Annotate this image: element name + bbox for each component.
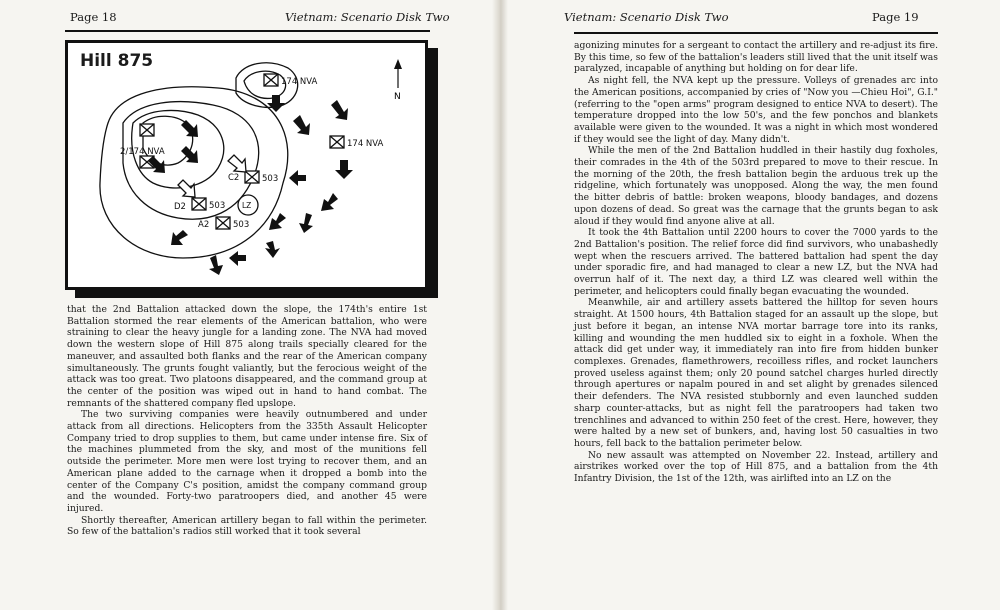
unit-label-2-174-nva: 2/174 NVA — [120, 147, 165, 157]
company-label-c2: C2 — [228, 173, 240, 183]
north-arrow — [394, 59, 402, 102]
map-title: Hill 875 — [80, 51, 154, 71]
book-gutter — [492, 0, 508, 610]
paragraph: It took the 4th Battalion until 2200 hours to cover the 7000 yards to the 2nd Battalion's position. The relief force did find survivors, who unabashedly wept when the rescuers arrived. The battered battalion had spent the day under sporadic fire, and had managed to clear a new LZ, but the NVA had overrun half of it. The next day, a third LZ was cleared well within the perimeter, and helicopters could finally began evacuating the wounded. — [574, 227, 938, 297]
unit-label-174-nva-east: 174 NVA — [347, 139, 384, 149]
running-title: Vietnam: Scenario Disk Two — [564, 10, 729, 24]
attack-arrow — [289, 170, 306, 186]
unit-label-a2-503: 503 — [233, 220, 250, 230]
unit-label-d2-503: 503 — [209, 201, 226, 211]
lz-label: LZ — [242, 201, 252, 210]
paragraph: While the men of the 2nd Battalion huddled in their hastily dug foxholes, their comrades in the 4th of the 503rd prepared to move to their rescue. In the morning of the 20th, the fresh battalion begin the arduous trek up the ridgeline, which fortunately was unopposed. Along the way, the men found the bitter debris of battle: broken weapons, bloody bandages, and dozens upon dozens of dead. So great was the carnage that the grunts began to ask aloud if they would find anyone alive at all. — [574, 145, 938, 227]
company-label-a2: A2 — [198, 220, 210, 230]
attack-arrow — [229, 251, 246, 266]
paragraph: The two surviving companies were heavily outnumbered and under attack from all directions. Helicopters from the 335th Assault Helicopter Company tried to drop supplies to them, but came under intense fire. Six of the machines plummeted from the sky, and most of the munitions fell outside the perimeter. More men were lost trying to recover them, and an American plane added to the carnage when it dropped a bomb into the center of the Company C's position, amidst the company command group and the wounded. Forty-two paratroopers died, and another 45 were injured. — [67, 409, 427, 514]
paragraph: agonizing minutes for a sergeant to contact the artillery and re-adjust its fire. By this time, so few of the battalion's leaders still lived that the unit itself was paralyzed, incapable of anything but holding on for dear life. — [574, 40, 938, 75]
left-page — [0, 0, 492, 610]
attack-arrow — [181, 146, 198, 163]
attack-arrow — [171, 230, 188, 245]
company-label-d2: D2 — [174, 202, 186, 212]
us-unit-c2 — [245, 171, 259, 183]
nva-unit-east — [330, 136, 344, 148]
paragraph: As night fell, the NVA kept up the pressure. Volleys of grenades arc into the American positions, accompanied by cries of "Now you —Chieu Hoi", G.I." (referring to the "open arms" program designed to entice NVA to desert). The temperature dropped into the low 50's, and the few ponchos and blankets available were given to the wounded. It was a night in which most wondered if they would see the light of day. Many didn't. — [574, 75, 938, 145]
attack-arrow — [269, 213, 286, 230]
attack-arrow — [181, 120, 198, 137]
left-body-text — [67, 304, 427, 538]
attack-arrow — [321, 193, 338, 211]
unit-label-174-nva-north: 174 NVA — [281, 77, 318, 87]
attack-arrow — [335, 160, 353, 179]
paragraph: Meanwhile, air and artillery assets battered the hilltop for seven hours straight. At 1500 hours, 4th Battalion staged for an assault up the slope, but just before it began, an intense NVA mortar barrage tore into its ranks, killing and wounding the men huddled six to eight in a foxhole. When the attack did get under way, it immediately ran into fire from hidden bunker complexes. Grenades, flamethrowers, recoilless rifles, and rocket launchers proved useless against them; only 20 pound satchel charges hurled directly through apertures or napalm poured in and set alight by grenades silenced their defenders. The NVA resisted stubbornly and even launched sudden sharp counter-attacks, but as night fell the paratroopers had taken two trenchlines and advanced to within 250 feet of the crest. Here, however, they were halted by a new set of bunkers, and, having lost 50 casualties in two hours, fell back to the battalion perimeter below. — [574, 297, 938, 449]
header-rule — [574, 32, 938, 34]
paragraph: Shortly thereafter, American artillery began to fall within the perimeter. So few of the battalion's radios still worked that it took several — [67, 514, 427, 538]
counterattack-arrow — [228, 155, 246, 172]
attack-arrow — [299, 213, 313, 233]
paragraph: No new assault was attempted on November 22. Instead, artillery and airstrikes worked over the top of Hill 875, and a battalion from the 4th Infantry Division, the 1st of the 12th, was airlifted into an LZ on the — [574, 449, 938, 485]
north-label: N — [394, 92, 401, 102]
page-number: Page 19 — [872, 10, 919, 24]
unit-label-c2-503: 503 — [262, 174, 279, 184]
attack-arrow — [265, 241, 280, 258]
nva-unit-north — [264, 74, 278, 86]
page-number: Page 18 — [70, 10, 117, 24]
nva-unit-west-1 — [140, 124, 154, 136]
attack-arrow — [293, 115, 310, 135]
paragraph: that the 2nd Battalion attacked down the slope, the 174th's entire 1st Battalion stormed the rear elements of the American battalion, who were straining to clear the heavy jungle for a landing zone. The NVA had moved down the western slope of Hill 875 along trails specially cleared for the maneuver, and assaulted both flanks and the rear of the American company simultaneously. The grunts fought valiantly, but the ferocious weight of the attack was too great. Two platoons disappeared, and the command group at the center of the position was wiped out in hand to hand combat. The remnants of the shattered company fled upslope. — [67, 304, 427, 409]
hill-875-map — [65, 40, 428, 290]
us-unit-d2 — [192, 198, 206, 210]
attack-arrow — [209, 255, 223, 275]
header-rule — [65, 30, 430, 32]
us-unit-a2 — [216, 217, 230, 229]
right-page — [508, 0, 1000, 610]
running-title: Vietnam: Scenario Disk Two — [285, 10, 450, 24]
attack-arrow — [331, 100, 348, 120]
right-body-text — [574, 40, 938, 485]
